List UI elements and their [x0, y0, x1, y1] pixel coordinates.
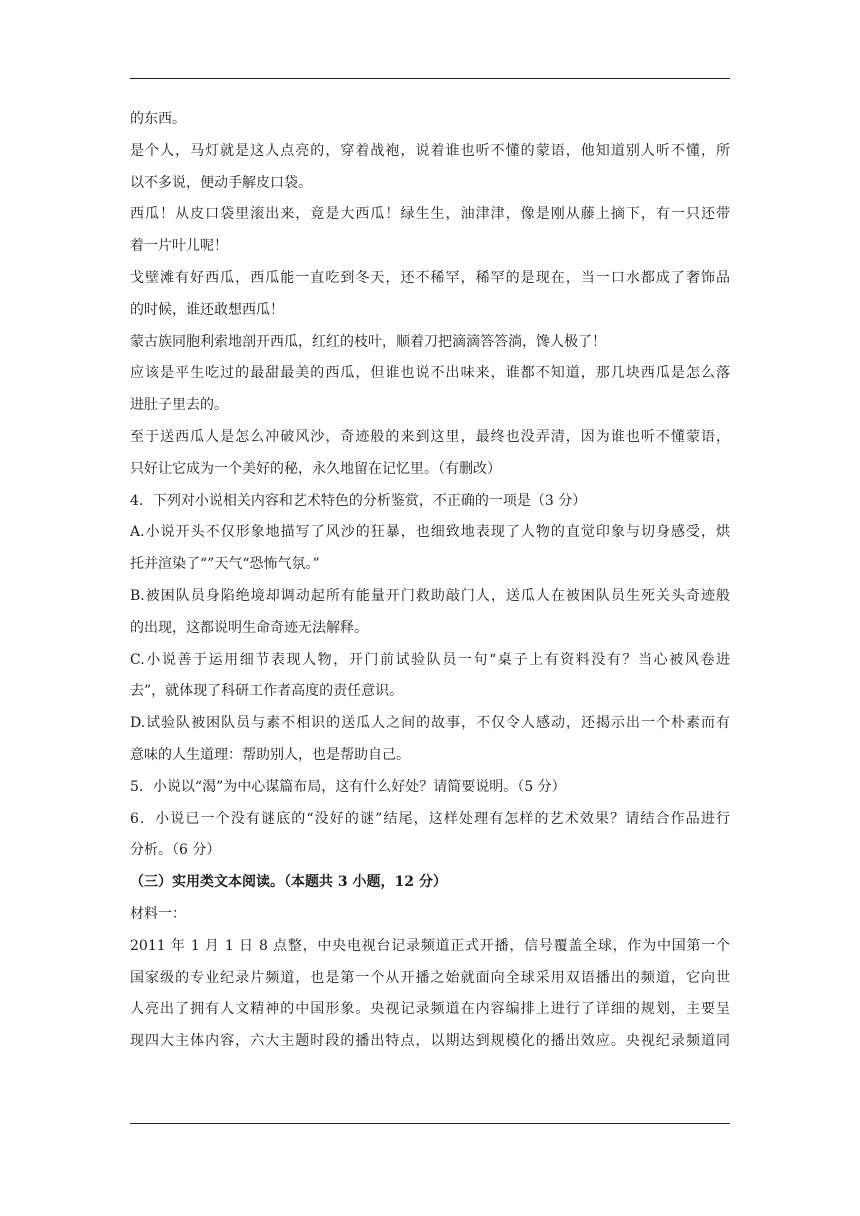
text-line: 人亮出了拥有人文精神的中国形象。央视记录频道在内容编排上进行了详细的规划，主要呈 — [130, 1001, 730, 1018]
text-line: 应该是平生吃过的最甜最美的西瓜，但谁也说不出味来，谁都不知道，那几块西瓜是怎么落 — [130, 365, 730, 382]
text-line: D.试验队被困队员与素不相识的送瓜人之间的故事，不仅令人感动，还揭示出一个朴素而有 — [130, 715, 730, 732]
text-line: 着一片叶儿呢！ — [130, 238, 228, 255]
text-line: A.小说开头不仅形象地描写了风沙的狂暴，也细致地表现了人物的直觉印象与切身感受，烘 — [130, 524, 730, 541]
text-line: 2011 年 1 月 1 日 8 点整，中央电视台记录频道正式开播，信号覆盖全球，作为中国第一个 — [130, 937, 730, 954]
text-line: 的东西。 — [130, 111, 186, 127]
text-line: B.被困队员身陷绝境却调动起所有能量开门救助敲门人，送瓜人在被困队员生死关头奇迹般 — [130, 587, 730, 604]
text-line: 只好让它成为一个美好的秘，永久地留在记忆里。（有删改） — [130, 460, 501, 477]
text-line: 意味的人生道理：帮助别人，也是帮助自己。 — [130, 746, 410, 763]
text-line: 6．小说已一个没有谜底的“没好的谜”结尾，这样处理有怎样的艺术效果？请结合作品进行 — [130, 810, 730, 827]
text-line: 材料一： — [130, 905, 186, 922]
text-line: 分析。（6 分） — [130, 842, 221, 859]
text-line: 国家级的专业纪录片频道，也是第一个从开播之始就面向全球采用双语播出的频道，它向世 — [130, 969, 730, 986]
text-line: 4．下列对小说相关内容和艺术特色的分析鉴赏，不正确的一项是（3 分） — [130, 492, 587, 509]
footer-rule — [130, 1123, 730, 1124]
text-line: C.小说善于运用细节表现人物，开门前试验队员一句“桌子上有资料没有？当心被风卷进 — [130, 651, 730, 668]
text-line: 至于送西瓜人是怎么冲破风沙，奇迹般的来到这里，最终也没弄清，因为谁也听不懂蒙语， — [130, 428, 730, 445]
text-line: 的出现，这都说明生命奇迹无法解释。 — [130, 619, 368, 636]
text-line: 5．小说以“渴”为中心谋篇布局，这有什么好处？请简要说明。（5 分） — [130, 778, 566, 795]
text-line: 是个人，马灯就是这人点亮的，穿着战袍，说着谁也听不懂的蒙语，他知道别人听不懂，所 — [130, 142, 730, 159]
text-line: 的时候，谁还敢想西瓜！ — [130, 301, 284, 318]
text-line: 托并渲染了“”天气“恐怖气氛。” — [130, 556, 320, 573]
text-line: 现四大主体内容，六大主题时段的播出特点，以期达到规模化的播出效应。央视纪录频道同 — [130, 1033, 730, 1050]
text-line: （三）实用类文本阅读。（本题共 3 小题，12 分） — [130, 874, 447, 891]
text-line: 进肚子里去的。 — [130, 397, 228, 414]
text-line: 戈壁滩有好西瓜，西瓜能一直吃到冬天，还不稀罕，稀罕的是现在，当一口水都成了奢饰品 — [130, 269, 730, 286]
text-line: 以不多说，便动手解皮口袋。 — [130, 174, 312, 191]
text-line: 蒙古族同胞利索地剖开西瓜，红红的枝叶，顺着刀把滴滴答答淌，馋人极了！ — [130, 333, 606, 350]
document-body — [130, 104, 730, 1058]
header-rule — [130, 78, 730, 79]
text-line: 去”，就体现了科研工作者高度的责任意识。 — [130, 683, 404, 700]
text-line: 西瓜！从皮口袋里滚出来，竟是大西瓜！绿生生，油津津，像是刚从藤上摘下，有一只还带 — [130, 206, 730, 223]
